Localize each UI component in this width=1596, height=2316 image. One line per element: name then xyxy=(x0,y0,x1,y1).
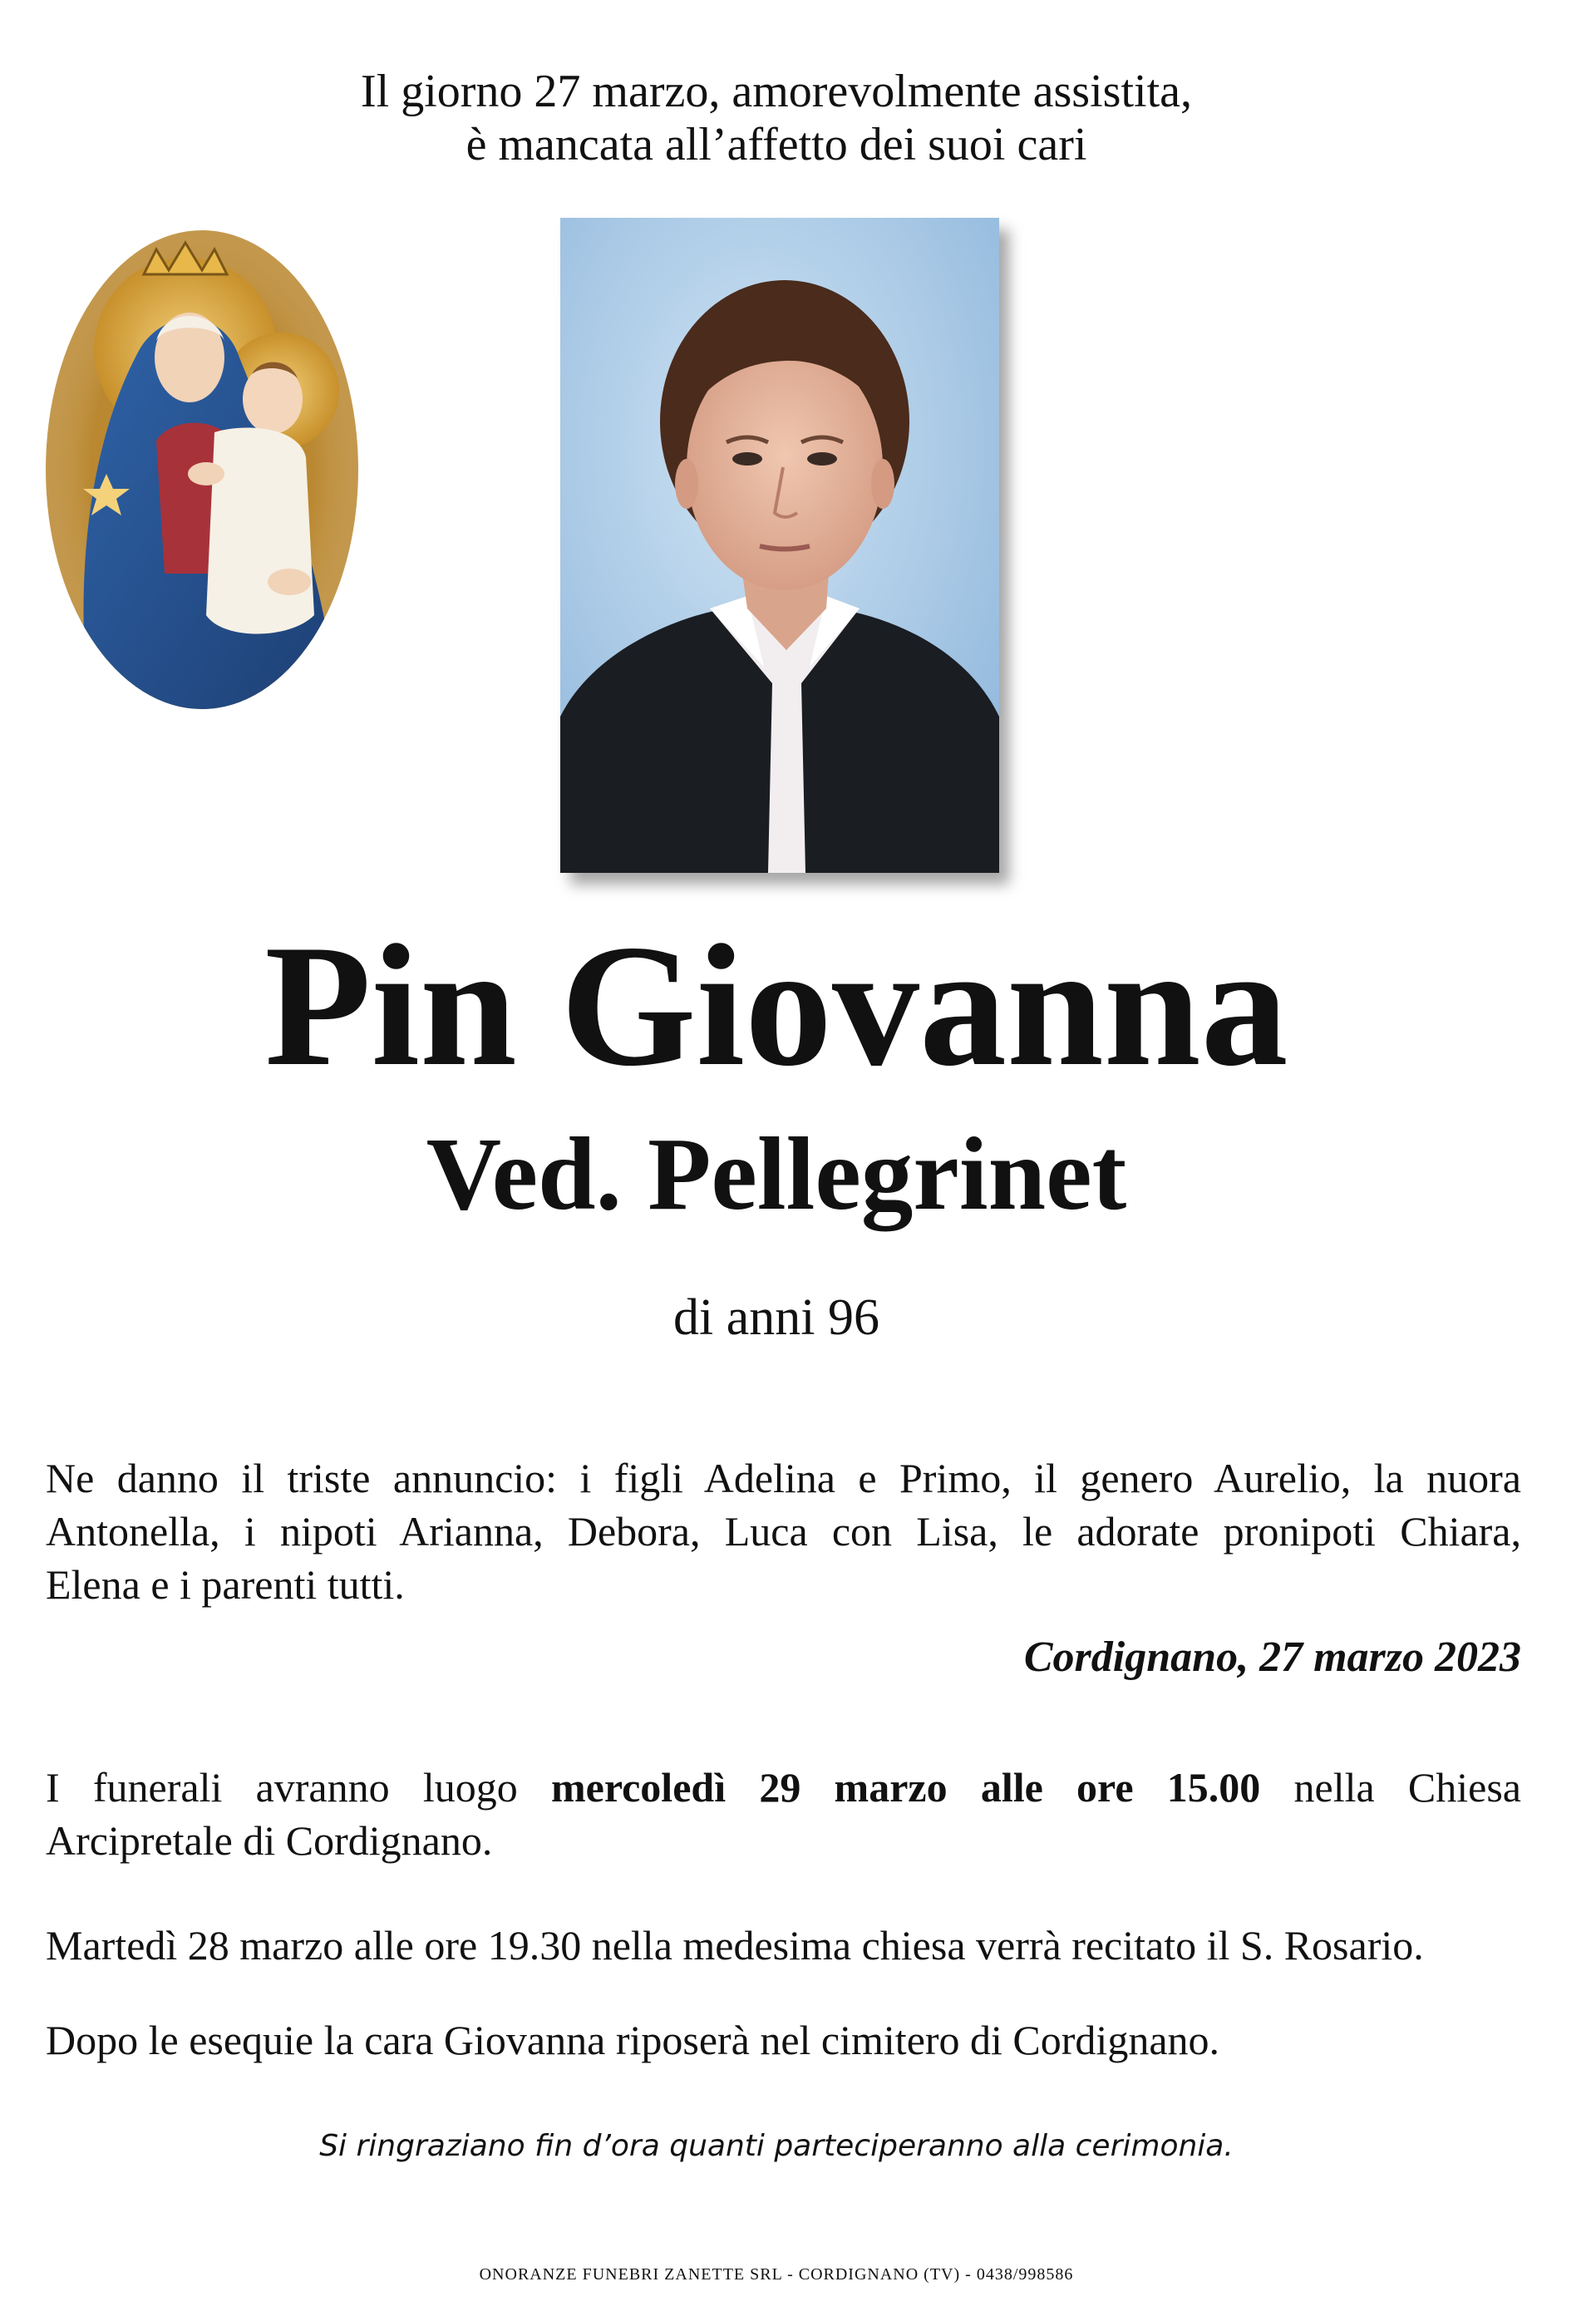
burial-text: Dopo le esequie la cara Giovanna riposerà nel cimitero di Cordignano. xyxy=(46,2017,1220,2063)
announcement-line-1: Ne danno il triste annuncio: i figli Adelina e Primo, il genero Aurelio, la nuora xyxy=(46,1455,1521,1501)
funeral-line-2: Arcipretale di Cordignano. xyxy=(46,1817,493,1864)
age-text: di anni 96 xyxy=(673,1289,879,1346)
married-name: Ved. Pellegrinet xyxy=(426,1117,1127,1232)
intro-text xyxy=(0,65,1553,171)
announcement-line-2: Antonella, i nipoti Arianna, Debora, Luca con Lisa, le adorate pronipoti Chiara, xyxy=(46,1508,1521,1555)
place-date: Cordignano, 27 marzo 2023 xyxy=(1023,1634,1521,1681)
rosary-text: Martedì 28 marzo alle ore 19.30 nella medesima chiesa verrà recitato il S. Rosario. xyxy=(46,1922,1424,1969)
portrait-photo xyxy=(560,218,999,873)
funeral-suffix: nella Chiesa xyxy=(1293,1764,1521,1811)
announcement-paragraph xyxy=(46,1451,1521,1611)
funeral-home-footer: ONORANZE FUNEBRI ZANETTE SRL - CORDIGNANO (TV) - 0438/998586 xyxy=(479,2265,1074,2284)
funeral-date-time: mercoledì 29 marzo alle ore 15.00 xyxy=(550,1764,1261,1811)
announcement-line-3: Elena e i parenti tutti. xyxy=(46,1561,405,1608)
funeral-line-1 xyxy=(46,1761,1521,1814)
funeral-paragraph xyxy=(46,1761,1521,1867)
thanks-text: Si ringraziano fin d’ora quanti parteciperanno alla cerimonia. xyxy=(319,2129,1234,2163)
intro-line-1: Il giorno 27 marzo, amorevolmente assistita, xyxy=(361,66,1192,117)
madonna-image xyxy=(40,224,364,715)
deceased-name: Pin Giovanna xyxy=(264,909,1288,1102)
intro-line-2: è mancata all’affetto dei suoi cari xyxy=(466,119,1087,170)
funeral-prefix: I funerali avranno luogo xyxy=(46,1764,518,1811)
